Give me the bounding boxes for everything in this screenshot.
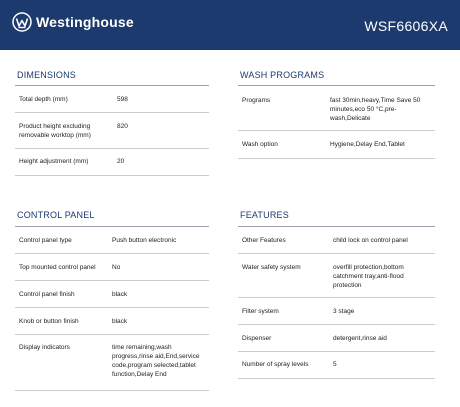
features-title: FEATURES xyxy=(240,210,289,220)
wash-programs-title: WASH PROGRAMS xyxy=(240,70,325,80)
wash-programs-row xyxy=(238,86,435,131)
row-label: Number of spray levels xyxy=(242,361,309,368)
row-value: time remaining,wash progress,rinse aid,End,service code,program selected,tablet function,Delay End xyxy=(112,344,200,378)
row-value: overfill protection,bottom catchment tray,anti-flood protection xyxy=(333,264,404,289)
row-label: Height adjustment (mm) xyxy=(19,158,89,165)
dimensions-row xyxy=(15,113,209,149)
features-row xyxy=(238,227,435,254)
row-label: Other Features xyxy=(242,237,286,244)
dimensions-row xyxy=(15,149,209,176)
model-number: WSF6606XA xyxy=(364,18,448,34)
wash-programs-row xyxy=(238,131,435,159)
row-value: detergent,rinse aid xyxy=(333,335,387,342)
control-panel-title: CONTROL PANEL xyxy=(17,210,95,220)
row-value: Hygiene,Delay End,Tablet xyxy=(330,141,405,148)
row-label: Total depth (mm) xyxy=(19,96,68,103)
row-value: 820 xyxy=(117,123,128,130)
header-bar xyxy=(0,0,460,50)
row-label: Programs xyxy=(242,97,271,104)
features-row xyxy=(238,352,435,379)
row-value: child lock on control panel xyxy=(333,237,408,244)
row-value: 5 xyxy=(333,361,337,368)
row-value: 598 xyxy=(117,96,128,103)
row-label: Knob or button finish xyxy=(19,318,79,325)
row-label: Wash option xyxy=(242,141,278,148)
row-value: black xyxy=(112,318,128,325)
features-row xyxy=(238,325,435,352)
row-label: Filter system xyxy=(242,308,279,315)
row-label: Top mounted control panel xyxy=(19,264,96,271)
control-panel-row xyxy=(15,335,209,391)
row-label: Display indicators xyxy=(19,344,70,351)
row-value: 3 stage xyxy=(333,308,355,315)
row-label: Water safety system xyxy=(242,264,301,271)
dimensions-title: DIMENSIONS xyxy=(17,70,77,80)
control-panel-row xyxy=(15,227,209,254)
row-value: fast 30min,heavy,Time Save 50 minutes,eco 50 °C,pre-wash,Delicate xyxy=(330,97,421,122)
row-value: 20 xyxy=(117,158,125,165)
features-row xyxy=(238,298,435,325)
brand-name: Westinghouse xyxy=(36,14,134,30)
row-label: Control panel type xyxy=(19,237,72,244)
row-label: Product height excluding removable worktop (mm) xyxy=(19,123,91,139)
dimensions-row xyxy=(15,86,209,113)
row-label: Control panel finish xyxy=(19,291,75,298)
row-value: No xyxy=(112,264,121,271)
control-panel-row xyxy=(15,254,209,281)
control-panel-row xyxy=(15,281,209,308)
features-row xyxy=(238,254,435,298)
brand-logo xyxy=(12,11,134,33)
westinghouse-logo-icon xyxy=(12,12,32,32)
row-value: Push button electronic xyxy=(112,237,177,244)
row-value: black xyxy=(112,291,128,298)
row-label: Dispenser xyxy=(242,335,272,342)
control-panel-row xyxy=(15,308,209,335)
